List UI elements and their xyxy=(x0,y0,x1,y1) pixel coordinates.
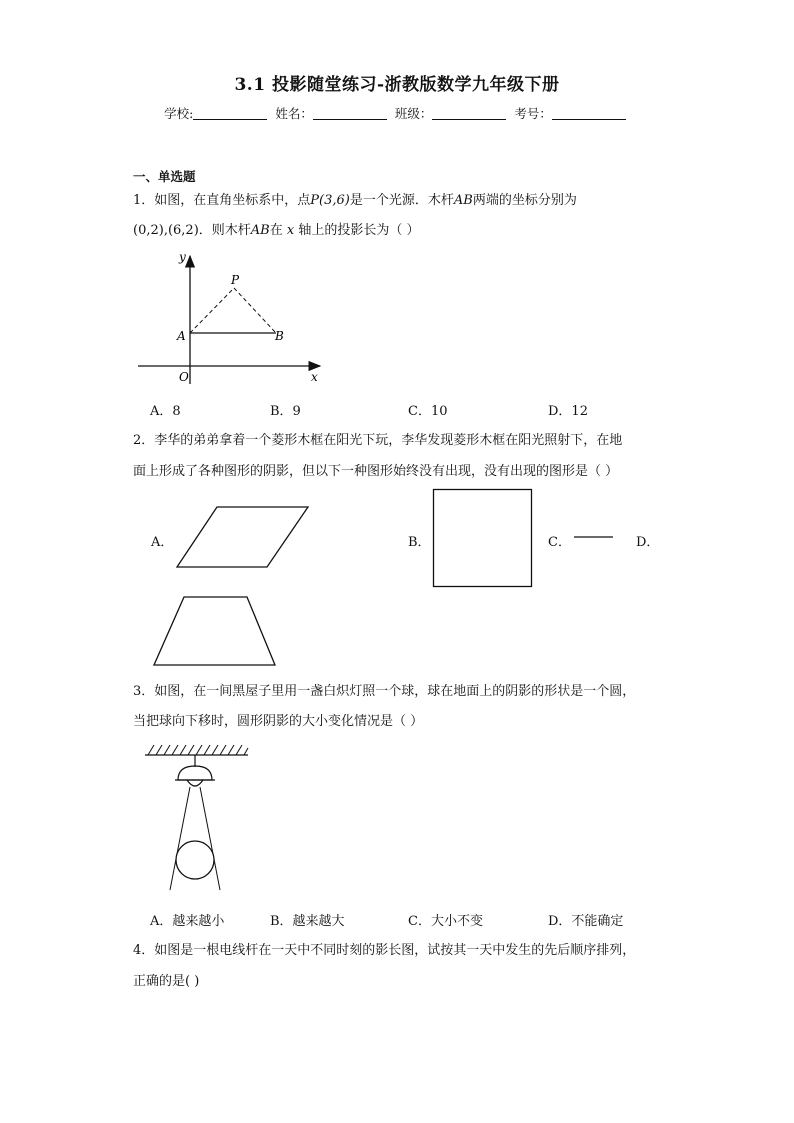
q1-ab: AB xyxy=(250,223,270,238)
q1-x-var: x xyxy=(286,223,295,238)
q1-coordinate-figure xyxy=(130,248,340,388)
q1-text: 在 xyxy=(269,223,283,238)
trapezoid-shape xyxy=(152,595,277,667)
q2-line2: 面上形成了各种图形的阴影，但以下一种图形始终没有出现，没有出现的图形是（ ） xyxy=(133,464,619,479)
name-label: 姓名： xyxy=(275,106,313,121)
q1-option-a[interactable]: A．8 xyxy=(150,404,181,419)
q2-line1: 2．李华的弟弟拿着一个菱形木框在阳光下玩，李华发现菱形木框在阳光照射下，在地 xyxy=(133,433,623,448)
q2-option-d[interactable]: D． xyxy=(636,535,660,550)
school-blank[interactable] xyxy=(193,107,267,120)
lamp-ball-figure xyxy=(140,740,252,895)
q3-line1: 3．如图，在一间黑屋子里用一盏白炽灯照一个球，球在地面上的阴影的形状是一个圆， xyxy=(133,684,636,699)
origin-label: O xyxy=(179,370,189,384)
q2-option-c[interactable]: C． xyxy=(548,535,571,550)
q3-option-a[interactable]: A．越来越小 xyxy=(150,914,225,929)
q1-text: 轴上的投影长为（ ） xyxy=(298,223,420,238)
school-label: 学校: xyxy=(164,106,194,121)
page-title: 3.1 投影随堂练习-浙教版数学九年级下册 xyxy=(234,75,560,95)
q1-option-b[interactable]: B．9 xyxy=(270,404,301,419)
parallelogram-shape xyxy=(175,505,315,570)
x-label: x xyxy=(311,370,318,384)
q3-option-d[interactable]: D．不能确定 xyxy=(548,914,624,929)
q1-ab: AB xyxy=(453,193,473,208)
student-info-row xyxy=(0,104,794,122)
q1-option-d[interactable]: D．12 xyxy=(548,404,588,419)
q1-text: 1．如图，在直角坐标系中，点 xyxy=(133,193,311,208)
q1-line1 xyxy=(133,192,577,210)
point-p-label: P xyxy=(231,273,240,287)
q1-text: ．则木杆 xyxy=(198,223,251,238)
name-blank[interactable] xyxy=(313,107,387,120)
class-blank[interactable] xyxy=(432,107,506,120)
section-title: 一、单选题 xyxy=(133,169,196,184)
q1-point-p: P(3,6) xyxy=(310,193,350,208)
q3-option-c[interactable]: C．大小不变 xyxy=(408,914,483,929)
bulb-icon xyxy=(187,780,203,786)
q1-text: 是一个光源．木杆 xyxy=(349,193,454,208)
number-label: 考号： xyxy=(514,106,552,121)
ball-icon xyxy=(176,841,214,879)
y-label: y xyxy=(179,250,186,264)
q3-option-b[interactable]: B．越来越大 xyxy=(270,914,345,929)
q1-coords: (0,2),(6,2) xyxy=(133,223,199,238)
ceiling-hatching xyxy=(148,745,248,755)
number-blank[interactable] xyxy=(552,107,626,120)
q4-line2: 正确的是( ) xyxy=(133,974,200,989)
q1-line2 xyxy=(133,222,420,240)
class-label: 班级： xyxy=(394,106,433,121)
q3-line2: 当把球向下移时，圆形阴影的大小变化情况是（ ） xyxy=(133,714,424,729)
point-b-label: B xyxy=(275,329,284,343)
q1-option-c[interactable]: C．10 xyxy=(408,404,448,419)
ray-pb xyxy=(234,288,276,333)
q4-line1: 4．如图是一根电线杆在一天中不同时刻的影长图，试按其一天中发生的先后顺序排列， xyxy=(133,943,636,958)
q1-text: 两端的坐标分别为 xyxy=(472,193,577,208)
point-a-label: A xyxy=(177,329,186,343)
ray-pa xyxy=(190,288,234,333)
q2-option-a[interactable]: A． xyxy=(151,535,174,550)
lamp-shade-icon xyxy=(178,766,212,780)
square-shape xyxy=(432,488,534,588)
line-segment-shape xyxy=(572,532,616,542)
q2-option-b[interactable]: B． xyxy=(408,535,431,550)
